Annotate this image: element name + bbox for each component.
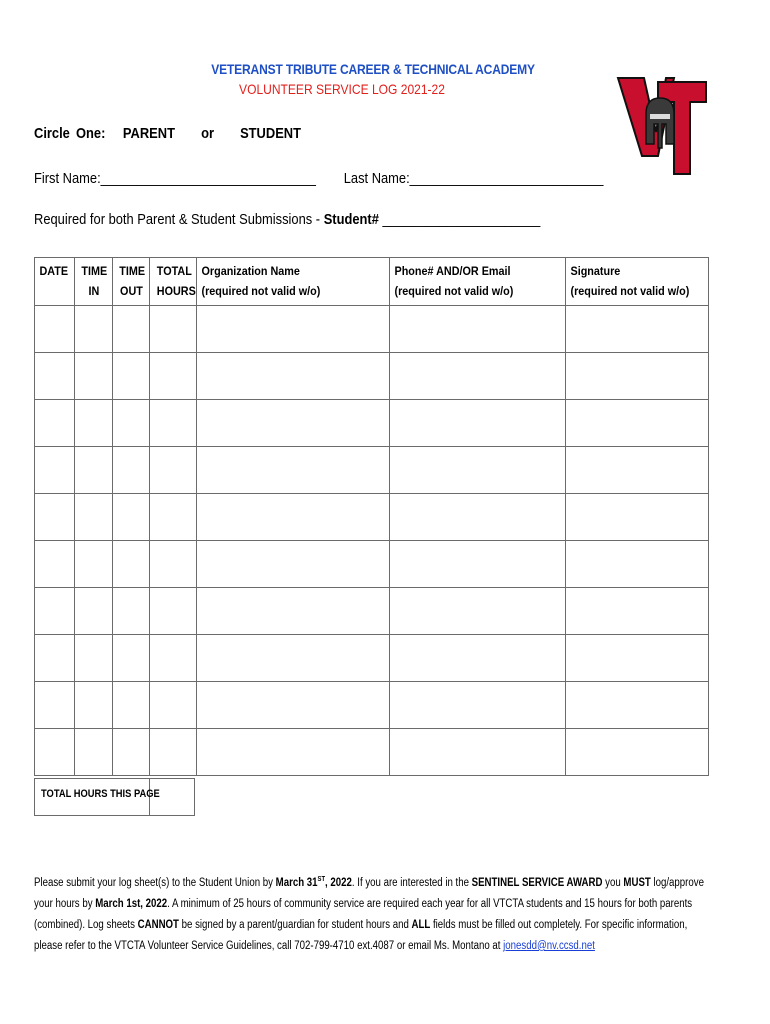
first-name-label: First Name: <box>34 170 101 187</box>
signature-cell[interactable] <box>566 447 709 494</box>
time-out-cell[interactable] <box>113 729 150 776</box>
time-out-cell[interactable] <box>113 682 150 729</box>
table-row <box>35 447 709 494</box>
header-phone-email: Phone# AND/OR Email (required not valid w/o) <box>390 258 566 306</box>
time-in-cell[interactable] <box>75 635 113 682</box>
time-in-cell[interactable] <box>75 447 113 494</box>
school-name: VETERANST TRIBUTE CAREER & TECHNICAL ACADEMY <box>211 61 535 77</box>
option-student[interactable]: STUDENT <box>240 125 302 142</box>
phone-email-cell[interactable] <box>390 588 566 635</box>
organization-cell[interactable] <box>197 353 390 400</box>
phone-email-cell[interactable] <box>390 400 566 447</box>
date-cell[interactable] <box>35 682 75 729</box>
date-cell[interactable] <box>35 541 75 588</box>
time-out-cell[interactable] <box>113 541 150 588</box>
volunteer-log-table <box>34 257 709 776</box>
time-out-cell[interactable] <box>113 588 150 635</box>
table-row <box>35 682 709 729</box>
total-hours-cell[interactable] <box>150 400 197 447</box>
date-cell[interactable] <box>35 306 75 353</box>
date-cell[interactable] <box>35 447 75 494</box>
name-row <box>34 170 603 187</box>
or-text: or <box>201 125 214 142</box>
student-number-field[interactable]: ______________________ <box>378 211 541 228</box>
signature-cell[interactable] <box>566 541 709 588</box>
header-time-in: TIME IN <box>75 258 113 306</box>
student-number-row <box>34 211 540 228</box>
date-cell[interactable] <box>35 494 75 541</box>
time-in-cell[interactable] <box>75 729 113 776</box>
last-name-label: Last Name: <box>343 170 410 187</box>
organization-cell[interactable] <box>197 635 390 682</box>
organization-cell[interactable] <box>197 588 390 635</box>
logo-t-letter <box>658 82 706 174</box>
organization-cell[interactable] <box>197 494 390 541</box>
footer-instructions: Please submit your log sheet(s) to the Student Union by March 31ST, 2022. If you are interested in the SENTINEL SERVICE AWARD you MUST log/approve your hours by March 1st, 2022. A minimum of 25 hours of community service are required each year for all VTCTA students and 15 hours for both parents (combined). Log sheets CANNOT be signed by a parent/guardian for student hours and ALL fields must be filled out completely. For specific information, please refer to the VTCTA Volunteer Service Guidelines, call 702-799-4710 ext.4087 or email Ms. Montano at jonesdd@nv.ccsd.net <box>34 876 704 952</box>
organization-cell[interactable] <box>197 447 390 494</box>
signature-cell[interactable] <box>566 353 709 400</box>
time-out-cell[interactable] <box>113 306 150 353</box>
signature-cell[interactable] <box>566 588 709 635</box>
table-row <box>35 306 709 353</box>
total-hours-cell[interactable] <box>150 541 197 588</box>
total-hours-cell[interactable] <box>150 447 197 494</box>
time-in-cell[interactable] <box>75 588 113 635</box>
time-out-cell[interactable] <box>113 400 150 447</box>
header-time-out: TIME OUT <box>113 258 150 306</box>
table-row <box>35 494 709 541</box>
time-out-cell[interactable] <box>113 447 150 494</box>
table-row <box>35 729 709 776</box>
date-cell[interactable] <box>35 353 75 400</box>
phone-email-cell[interactable] <box>390 494 566 541</box>
option-parent[interactable]: PARENT <box>122 125 175 142</box>
total-hours-cell[interactable] <box>150 729 197 776</box>
total-hours-cell[interactable] <box>150 494 197 541</box>
time-out-cell[interactable] <box>113 353 150 400</box>
header-organization: Organization Name (required not valid w/o) <box>197 258 390 306</box>
phone-email-cell[interactable] <box>390 729 566 776</box>
first-name-field[interactable]: ______________________________ <box>100 170 316 187</box>
header-date: DATE <box>35 258 75 306</box>
date-cell[interactable] <box>35 635 75 682</box>
circle-one-row <box>34 125 301 142</box>
table-row <box>35 541 709 588</box>
date-cell[interactable] <box>35 400 75 447</box>
organization-cell[interactable] <box>197 729 390 776</box>
signature-cell[interactable] <box>566 682 709 729</box>
table-row <box>35 353 709 400</box>
time-in-cell[interactable] <box>75 494 113 541</box>
total-hours-cell[interactable] <box>150 682 197 729</box>
phone-email-cell[interactable] <box>390 447 566 494</box>
signature-cell[interactable] <box>566 306 709 353</box>
log-table-body <box>35 306 709 776</box>
time-in-cell[interactable] <box>75 682 113 729</box>
total-hours-label: TOTAL HOURS THIS PAGE <box>35 779 150 815</box>
date-cell[interactable] <box>35 588 75 635</box>
table-row <box>35 635 709 682</box>
time-out-cell[interactable] <box>113 635 150 682</box>
signature-cell[interactable] <box>566 494 709 541</box>
signature-cell[interactable] <box>566 729 709 776</box>
signature-cell[interactable] <box>566 635 709 682</box>
organization-cell[interactable] <box>197 541 390 588</box>
circle-one-label: Circle One: <box>34 125 106 142</box>
header-signature: Signature (required not valid w/o) <box>566 258 709 306</box>
date-cell[interactable] <box>35 729 75 776</box>
organization-cell[interactable] <box>197 682 390 729</box>
total-hours-box <box>34 778 195 816</box>
time-in-cell[interactable] <box>75 541 113 588</box>
required-text: Required for both Parent & Student Submissions - <box>34 211 324 228</box>
log-title: VOLUNTEER SERVICE LOG 2021-22 <box>239 81 445 97</box>
phone-email-cell[interactable] <box>390 635 566 682</box>
total-hours-cell[interactable] <box>150 306 197 353</box>
phone-email-cell[interactable] <box>390 541 566 588</box>
total-hours-cell[interactable] <box>150 635 197 682</box>
time-in-cell[interactable] <box>75 400 113 447</box>
table-row <box>35 400 709 447</box>
organization-cell[interactable] <box>197 400 390 447</box>
table-header-row <box>35 258 709 306</box>
time-out-cell[interactable] <box>113 494 150 541</box>
phone-email-cell[interactable] <box>390 682 566 729</box>
contact-email-link[interactable]: jonesdd@nv.ccsd.net <box>503 939 595 952</box>
total-hours-cell[interactable] <box>150 588 197 635</box>
table-row <box>35 588 709 635</box>
student-number-label: Student# <box>323 211 379 228</box>
signature-cell[interactable] <box>566 400 709 447</box>
phone-email-cell[interactable] <box>390 306 566 353</box>
total-hours-cell[interactable] <box>150 353 197 400</box>
last-name-field[interactable]: ___________________________ <box>409 170 604 187</box>
phone-email-cell[interactable] <box>390 353 566 400</box>
time-in-cell[interactable] <box>75 353 113 400</box>
organization-cell[interactable] <box>197 306 390 353</box>
time-in-cell[interactable] <box>75 306 113 353</box>
vt-logo <box>616 70 708 176</box>
spartan-helmet-icon <box>646 98 674 148</box>
header-total-hours: TOTAL HOURS <box>150 258 197 306</box>
